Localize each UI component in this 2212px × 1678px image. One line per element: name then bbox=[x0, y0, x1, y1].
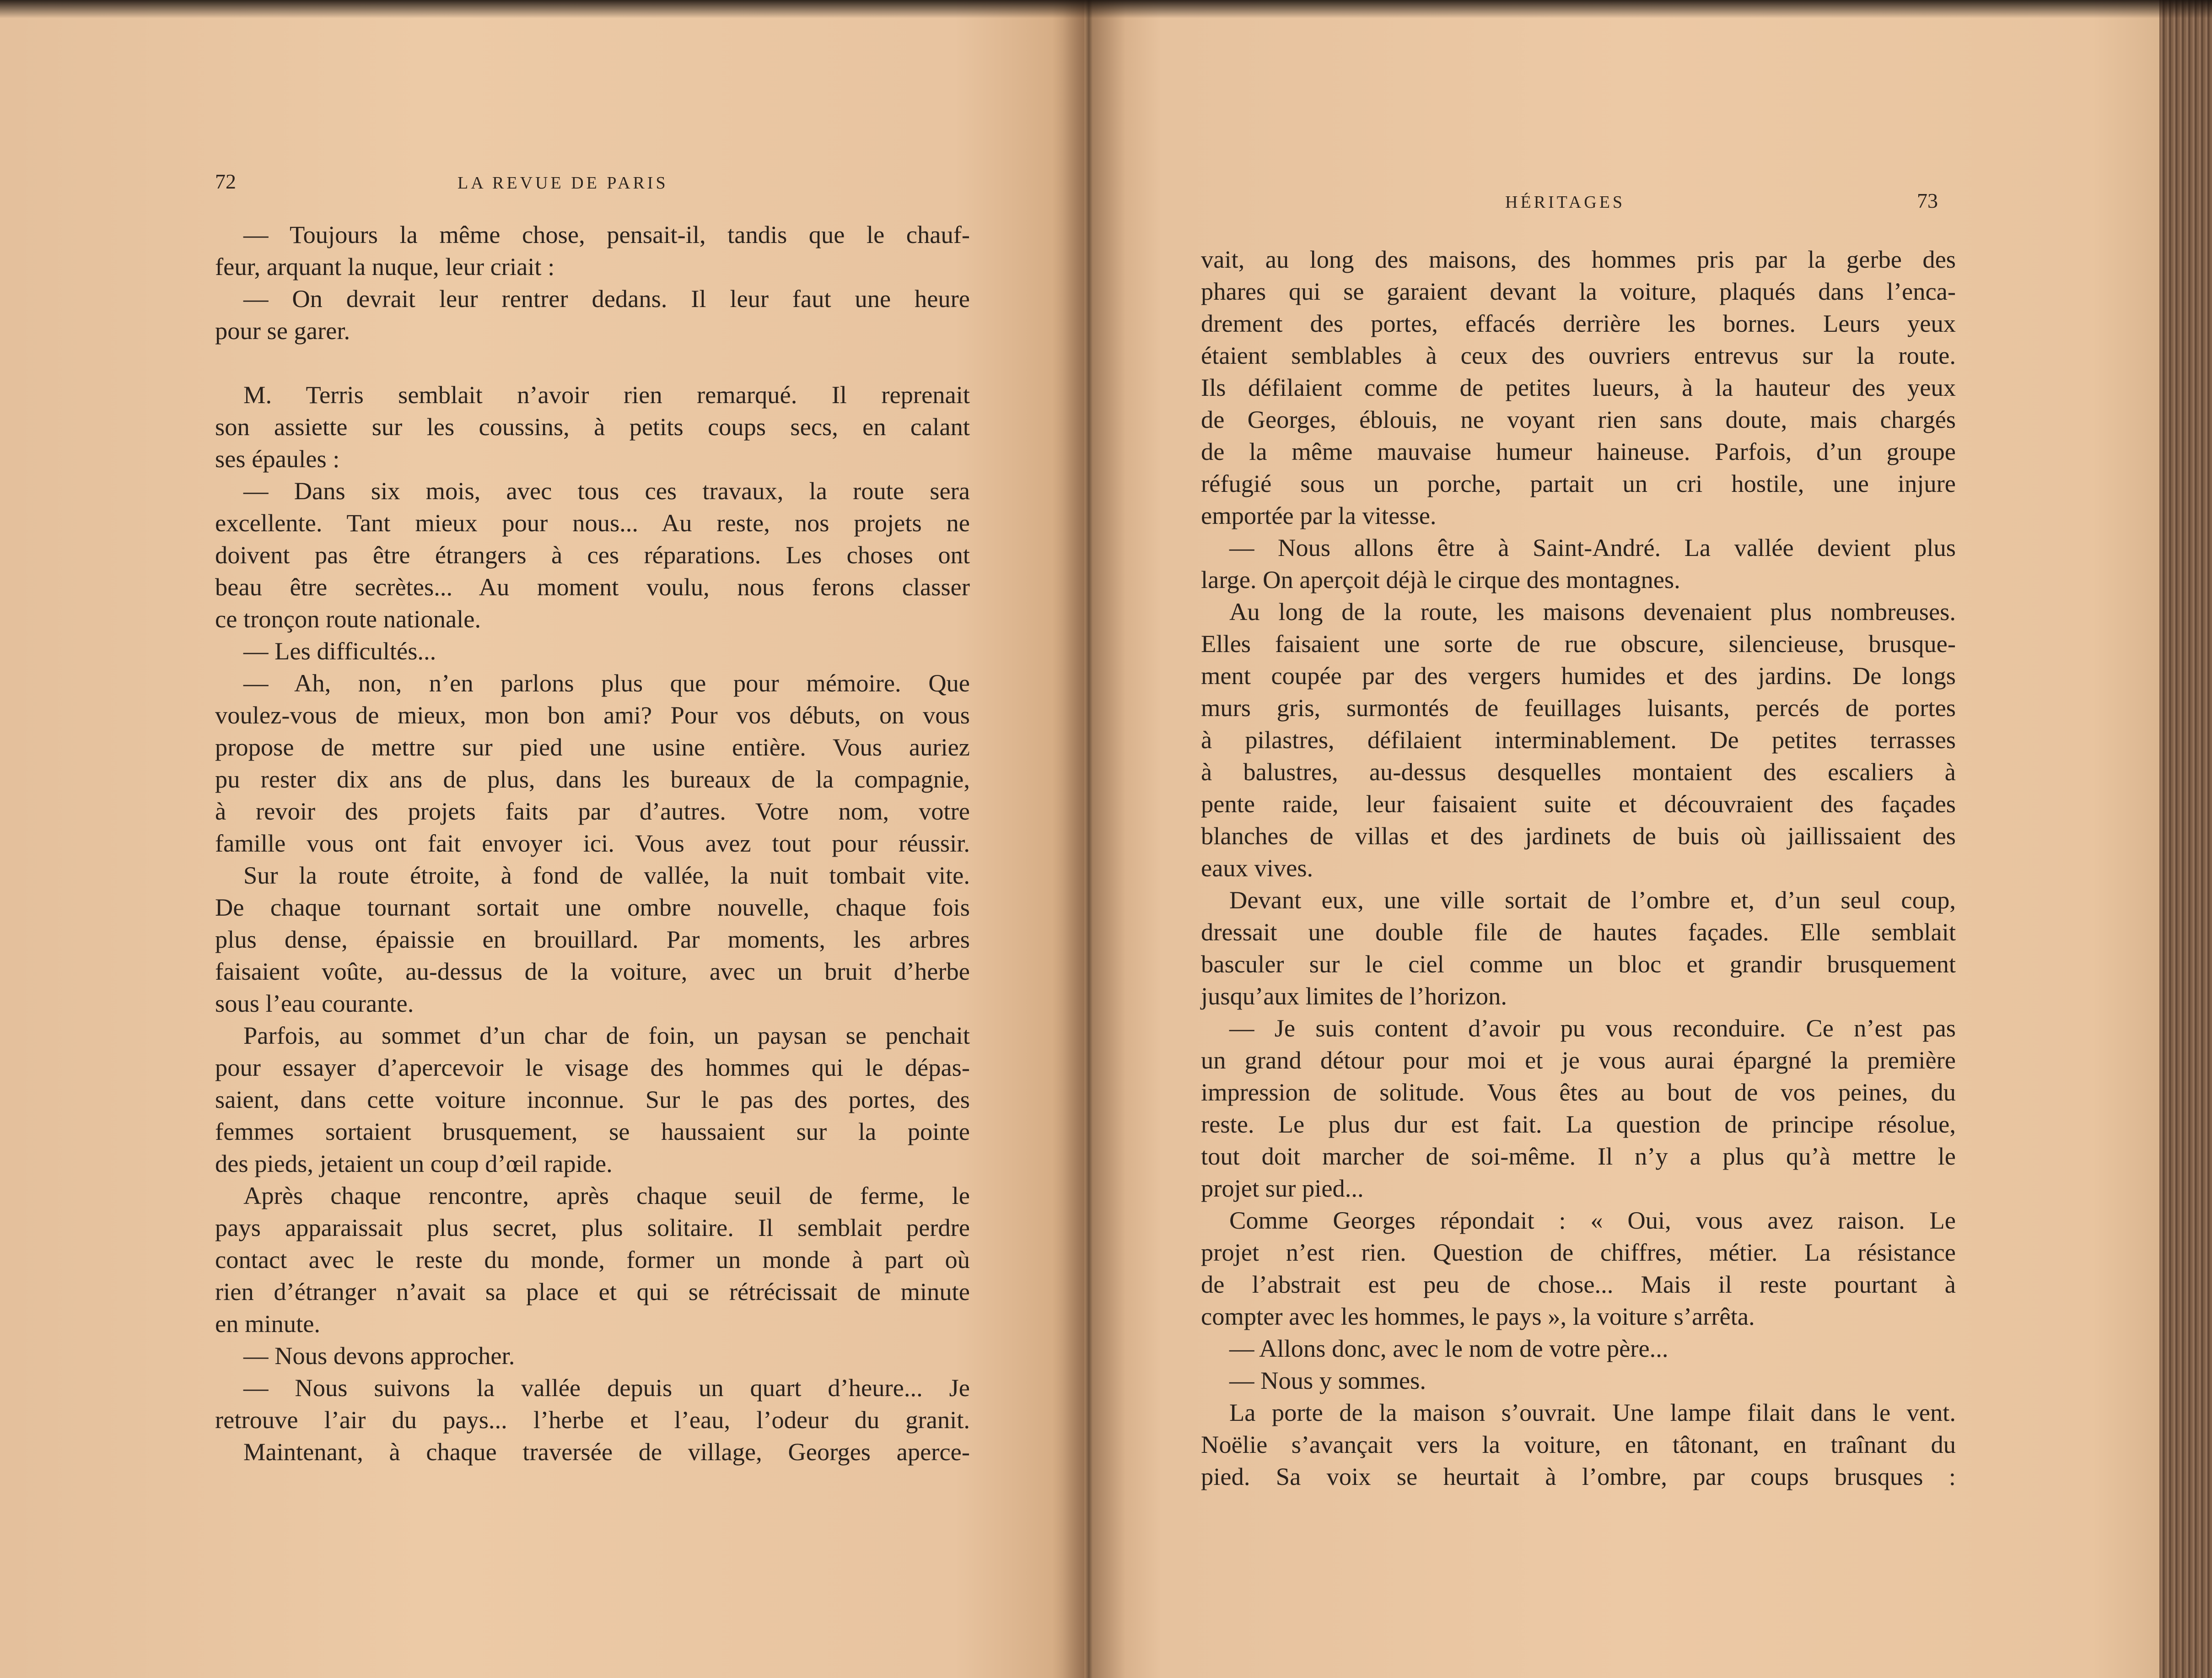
text-line: compter avec les hommes, le pays », la voiture s’arrêta. bbox=[1201, 1302, 1755, 1330]
text-line: La porte de la maison s’ouvrait. Une lampe filait dans le vent. bbox=[1229, 1398, 1956, 1426]
text-line: contact avec le reste du monde, former un monde à part où bbox=[215, 1246, 970, 1273]
text-line: impression de solitude. Vous êtes au bout de vos peines, du bbox=[1201, 1078, 1956, 1106]
text-line: pu rester dix ans de plus, dans les bureaux de la compagnie, bbox=[215, 765, 970, 793]
text-line: — Dans six mois, avec tous ces travaux, la route sera bbox=[243, 477, 970, 505]
text-line: large. On aperçoit déjà le cirque des montagnes. bbox=[1201, 566, 1680, 594]
text-line: Maintenant, à chaque traversée de village, Georges aperce- bbox=[243, 1438, 970, 1466]
text-line: Comme Georges répondait : « Oui, vous avez raison. Le bbox=[1229, 1206, 1956, 1234]
text-line: pour se garer. bbox=[215, 317, 350, 345]
text-line: feur, arquant la nuque, leur criait : bbox=[215, 253, 555, 281]
text-line: — Toujours la même chose, pensait-il, tandis que le chauf- bbox=[243, 221, 970, 248]
text-line: Au long de la route, les maisons devenaient plus nombreuses. bbox=[1229, 598, 1956, 626]
right-running-head: HÉRITAGES bbox=[1505, 193, 1625, 212]
text-line: retrouve l’air du pays... l’herbe et l’eau, l’odeur du granit. bbox=[215, 1406, 970, 1434]
text-line: femmes sortaient brusquement, se haussaient sur la pointe bbox=[215, 1117, 970, 1145]
text-line: Sur la route étroite, à fond de vallée, la nuit tombait vite. bbox=[243, 861, 970, 889]
left-page bbox=[0, 0, 1084, 1678]
text-line: reste. Le plus dur est fait. La question de principe résolue, bbox=[1201, 1110, 1956, 1138]
top-edge-shadow bbox=[0, 0, 2212, 18]
text-line: beau être secrètes... Au moment voulu, nous ferons classer bbox=[215, 573, 970, 601]
text-line: vait, au long des maisons, des hommes pris par la gerbe des bbox=[1201, 245, 1956, 273]
text-line: De chaque tournant sortait une ombre nouvelle, chaque fois bbox=[215, 893, 970, 921]
text-line: ment coupée par des vergers humides et des jardins. De longs bbox=[1201, 662, 1956, 690]
text-line: rien d’étranger n’avait sa place et qui se rétrécissait de minute bbox=[215, 1278, 970, 1306]
text-line: — Nous suivons la vallée depuis un quart d’heure... Je bbox=[243, 1374, 970, 1402]
spine-shadow bbox=[1052, 0, 1125, 1678]
left-running-head: LA REVUE DE PARIS bbox=[457, 173, 668, 193]
text-line: — On devrait leur rentrer dedans. Il leur faut une heure bbox=[243, 285, 970, 313]
left-body-text bbox=[215, 219, 970, 1468]
paragraph-gap bbox=[215, 347, 970, 379]
text-line: pays apparaissait plus secret, plus solitaire. Il semblait perdre bbox=[215, 1214, 970, 1241]
right-page bbox=[1084, 0, 2180, 1678]
text-line: saient, dans cette voiture inconnue. Sur le pas des portes, des bbox=[215, 1085, 970, 1113]
text-line: famille vous ont fait envoyer ici. Vous avez tout pour réussir. bbox=[215, 829, 970, 857]
text-line: M. Terris semblait n’avoir rien remarqué. Il reprenait bbox=[243, 381, 970, 409]
text-line: Devant eux, une ville sortait de l’ombre et, d’un seul coup, bbox=[1229, 886, 1956, 914]
text-line: blanches de villas et des jardinets de buis où jaillissaient des bbox=[1201, 822, 1956, 850]
text-line: étaient semblables à ceux des ouvriers entrevus sur la route. bbox=[1201, 341, 1956, 369]
text-line: Ils défilaient comme de petites lueurs, à la hauteur des yeux bbox=[1201, 373, 1956, 401]
text-line: excellente. Tant mieux pour nous... Au reste, nos projets ne bbox=[215, 509, 970, 537]
text-line: son assiette sur les coussins, à petits coups secs, en calant bbox=[215, 413, 970, 441]
right-page-number: 73 bbox=[1917, 189, 1938, 212]
text-line: drement des portes, effacés derrière les bornes. Leurs yeux bbox=[1201, 309, 1956, 337]
text-line: propose de mettre sur pied une usine entière. Vous auriez bbox=[215, 733, 970, 761]
text-line: des pieds, jetaient un coup d’œil rapide. bbox=[215, 1149, 613, 1177]
text-line: de la même mauvaise humeur haineuse. Parfois, d’un groupe bbox=[1201, 437, 1956, 465]
text-line: pour essayer d’apercevoir le visage des hommes qui le dépas- bbox=[215, 1053, 970, 1081]
text-line: dressait une double file de hautes façades. Elle semblait bbox=[1201, 918, 1956, 946]
text-line: Elles faisaient une sorte de rue obscure, silencieuse, brusque- bbox=[1201, 630, 1956, 658]
text-line: de l’abstrait est peu de chose... Mais il reste pourtant à bbox=[1201, 1270, 1956, 1298]
text-line: murs gris, surmontés de feuillages luisants, percés de portes bbox=[1201, 694, 1956, 722]
text-line: Après chaque rencontre, après chaque seuil de ferme, le bbox=[243, 1182, 970, 1209]
text-line: réfugié sous un porche, partait un cri hostile, une injure bbox=[1201, 469, 1956, 497]
text-line: — Je suis content d’avoir pu vous reconduire. Ce n’est pas bbox=[1229, 1014, 1956, 1042]
text-line: — Ah, non, n’en parlons plus que pour mémoire. Que bbox=[243, 669, 970, 697]
text-line: plus dense, épaissie en brouillard. Par moments, les arbres bbox=[215, 925, 970, 953]
text-line: à revoir des projets faits par d’autres. Votre nom, votre bbox=[215, 797, 970, 825]
text-line: ce tronçon route nationale. bbox=[215, 605, 481, 633]
text-line: — Nous allons être à Saint-André. La vallée devient plus bbox=[1229, 534, 1956, 561]
text-line: à pilastres, défilaient interminablement. De petites terrasses bbox=[1201, 726, 1956, 754]
right-body-text bbox=[1201, 243, 1956, 1493]
text-line: — Nous y sommes. bbox=[1229, 1366, 1426, 1394]
text-line: projet sur pied... bbox=[1201, 1174, 1364, 1202]
text-line: — Allons donc, avec le nom de votre père... bbox=[1229, 1334, 1668, 1362]
text-line: ses épaules : bbox=[215, 445, 340, 473]
text-line: Parfois, au sommet d’un char de foin, un paysan se penchait bbox=[243, 1021, 970, 1049]
text-line: en minute. bbox=[215, 1310, 321, 1338]
text-line: — Nous devons approcher. bbox=[243, 1342, 515, 1370]
text-line: projet n’est rien. Question de chiffres, métier. La résistance bbox=[1201, 1238, 1956, 1266]
text-line: phares qui se garaient devant la voiture, plaqués dans l’enca- bbox=[1201, 277, 1956, 305]
text-line: eaux vives. bbox=[1201, 854, 1313, 882]
text-line: pied. Sa voix se heurtait à l’ombre, par coups brusques : bbox=[1201, 1462, 1956, 1490]
text-line: voulez-vous de mieux, mon bon ami? Pour vos débuts, on vous bbox=[215, 701, 970, 729]
book-page-edges bbox=[2159, 0, 2212, 1678]
text-line: Noëlie s’avançait vers la voiture, en tâtonant, en traînant du bbox=[1201, 1430, 1956, 1458]
text-line: un grand détour pour moi et je vous aurai épargné la première bbox=[1201, 1046, 1956, 1074]
text-line: de Georges, éblouis, ne voyant rien sans doute, mais chargés bbox=[1201, 405, 1956, 433]
text-line: — Les difficultés... bbox=[243, 637, 436, 665]
text-line: à balustres, au-dessus desquelles montaient des escaliers à bbox=[1201, 758, 1956, 786]
text-line: doivent pas être étrangers à ces réparations. Les choses ont bbox=[215, 541, 970, 569]
text-line: emportée par la vitesse. bbox=[1201, 502, 1437, 529]
text-line: basculer sur le ciel comme un bloc et grandir brusquement bbox=[1201, 950, 1956, 978]
text-line: jusqu’aux limites de l’horizon. bbox=[1201, 982, 1507, 1010]
text-line: pente raide, leur faisaient suite et découvraient des façades bbox=[1201, 790, 1956, 818]
left-page-number: 72 bbox=[215, 170, 236, 193]
text-line: sous l’eau courante. bbox=[215, 989, 414, 1017]
text-line: faisaient voûte, au-dessus de la voiture, avec un bruit d’herbe bbox=[215, 957, 970, 985]
text-line: tout doit marcher de soi-même. Il n’y a plus qu’à mettre le bbox=[1201, 1142, 1956, 1170]
